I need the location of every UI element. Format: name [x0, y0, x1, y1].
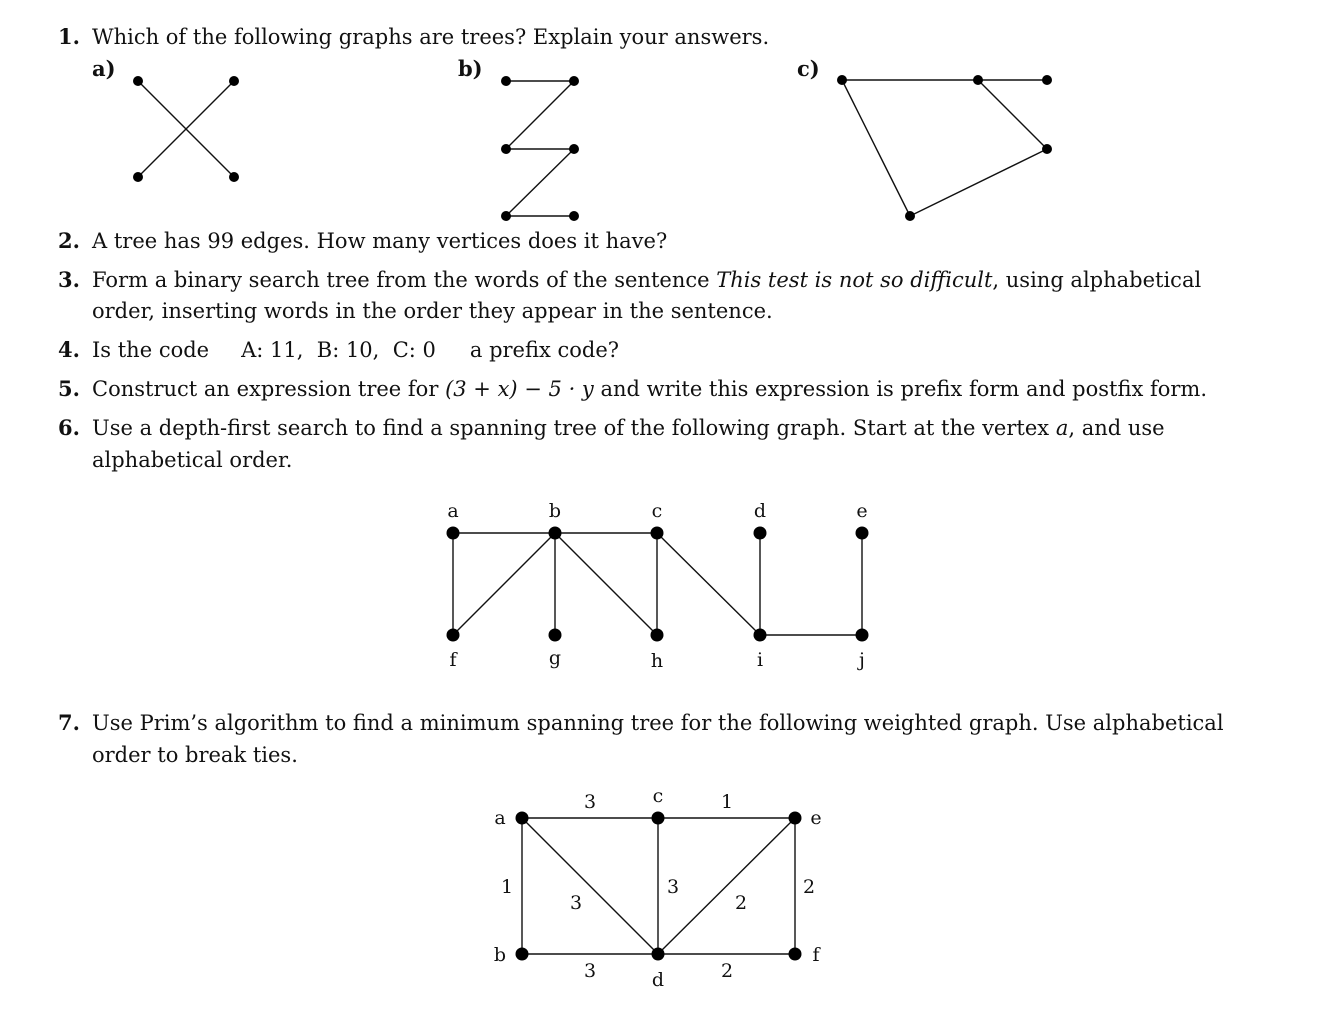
- edge-weight: 3: [583, 960, 597, 982]
- vertex-label: d: [651, 969, 665, 991]
- example-sentence: This test is not so difficult: [716, 268, 993, 292]
- question-text: Which of the following graphs are trees? Explain your answers.: [92, 25, 770, 49]
- vertex-label: c: [651, 500, 663, 522]
- vertex-label: b: [548, 500, 562, 522]
- question-number: 1.: [58, 24, 80, 49]
- edge-weight: 3: [569, 892, 583, 914]
- question-7: [58, 710, 1224, 736]
- vertex-label: h: [650, 650, 664, 672]
- question-number: 5.: [58, 376, 80, 401]
- question-text: Use a depth-first search to find a spanning tree of the following graph. Start at the vertex: [92, 416, 1050, 440]
- vertex-label: f: [449, 649, 457, 671]
- question-4: [58, 337, 619, 363]
- graph-label-c: c): [797, 56, 820, 81]
- vertex-label: f: [812, 944, 820, 966]
- question-text: Form a binary search tree from the words of the sentence: [92, 268, 710, 292]
- graph-label-a: a): [92, 56, 116, 81]
- question-text: Use Prim’s algorithm to find a minimum spanning tree for the following weighted graph. Use alphabetical: [92, 711, 1224, 735]
- prim-graph: [494, 785, 822, 991]
- question-7-cont: order to break ties.: [92, 743, 298, 767]
- question-number: 7.: [58, 710, 80, 735]
- question-number: 2.: [58, 228, 80, 253]
- vertex-label: a: [447, 500, 459, 522]
- vertex-label: c: [652, 785, 664, 807]
- question-6-cont: alphabetical order.: [92, 448, 293, 472]
- vertex-label: g: [548, 647, 562, 669]
- vertex-label: d: [753, 500, 767, 522]
- vertex-label: b: [493, 944, 507, 966]
- question-number: 6.: [58, 415, 80, 440]
- graph-a: [133, 76, 239, 182]
- question-text: , using alphabetical: [992, 268, 1202, 292]
- question-2: [58, 228, 667, 254]
- question-text: and write this expression is prefix form and postfix form.: [600, 377, 1208, 401]
- graph-label-b: b): [458, 56, 483, 81]
- edge-weight: 2: [734, 892, 748, 914]
- edge-weight: 2: [720, 960, 734, 982]
- question-5: [58, 376, 1207, 402]
- dfs-graph: [447, 500, 869, 672]
- question-text: Is the code: [92, 338, 210, 362]
- graph-c: [837, 75, 1052, 221]
- question-text: Construct an expression tree for: [92, 377, 439, 401]
- question-number: 3.: [58, 267, 80, 292]
- vertex-label: e: [810, 807, 822, 829]
- math-expression: (3 + x) − 5 · y: [445, 377, 594, 401]
- code-definition: A: 11, B: 10, C: 0: [241, 338, 436, 362]
- vertex-label: j: [859, 649, 865, 671]
- question-3: [58, 267, 1201, 293]
- vertex-label: e: [856, 500, 868, 522]
- vertex-var: a: [1055, 416, 1069, 440]
- question-text: , and use: [1068, 416, 1165, 440]
- question-text: A tree has 99 edges. How many vertices does it have?: [92, 229, 668, 253]
- edge-weight: 1: [720, 791, 734, 813]
- edge-weight: 3: [583, 791, 597, 813]
- edge-weight: 3: [666, 876, 680, 898]
- question-text: a prefix code?: [469, 338, 620, 362]
- question-number: 4.: [58, 337, 80, 362]
- question-3-cont: order, inserting words in the order they appear in the sentence.: [92, 299, 773, 323]
- vertex-label: i: [756, 649, 764, 671]
- edge-weight: 1: [500, 876, 514, 898]
- vertex-label: a: [494, 807, 506, 829]
- graph-b: [501, 76, 579, 221]
- edge-weight: 2: [802, 876, 816, 898]
- question-6: [58, 415, 1165, 441]
